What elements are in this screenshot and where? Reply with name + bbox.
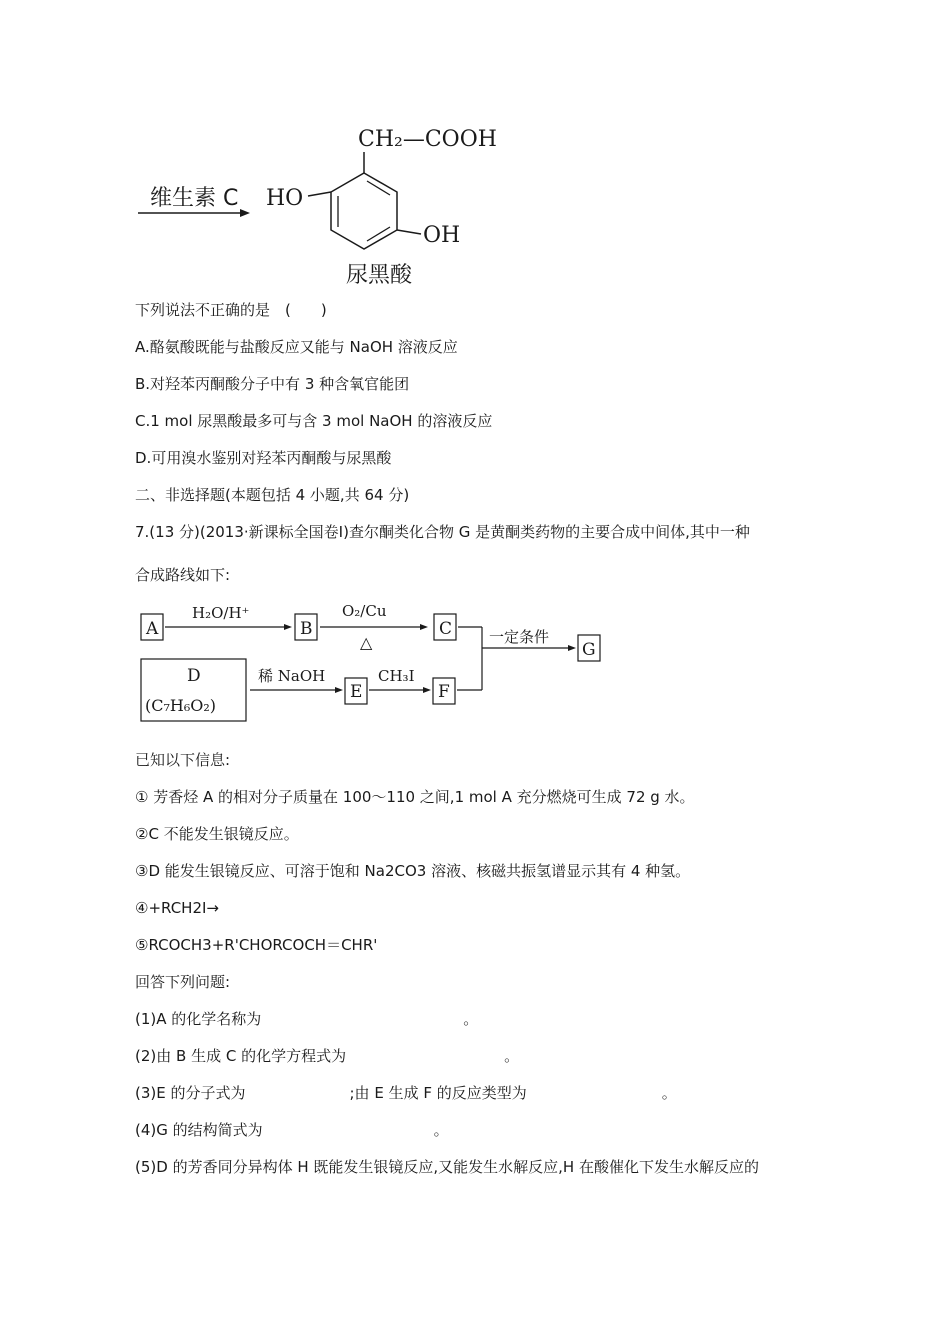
label-e: E	[350, 682, 363, 702]
answer-3	[135, 1083, 677, 1103]
cond-a-b: H₂O/H⁺	[192, 604, 250, 622]
label-b: B	[300, 619, 313, 639]
formula-d: (C₇H₆O₂)	[145, 696, 217, 715]
cond-b-c-heat: △	[360, 633, 373, 652]
known-item-5: ⑤RCOCH3+R'CHORCOCH＝CHR'	[135, 936, 378, 954]
answer-2-period: 。	[504, 1047, 520, 1065]
answer-2-prompt: (2)由 B 生成 C 的化学方程式为	[135, 1047, 347, 1065]
reagent-label: 维生素 C	[150, 186, 239, 211]
answer-4	[135, 1120, 449, 1140]
known-item-4: ④+RCH2I→	[135, 899, 219, 917]
reaction-arrowhead	[240, 209, 250, 217]
homogentisic-acid-structure	[0, 0, 950, 300]
answers-header: 回答下列问题:	[135, 973, 231, 991]
ring-double-bond-2	[367, 227, 390, 241]
known-item-1: ① 芳香烃 A 的相对分子质量在 100～110 之间,1 mol A 充分燃烧可生成 72 g 水。	[135, 788, 695, 806]
sidechain-label: CH₂—COOH	[358, 127, 497, 152]
answer-1-prompt: (1)A 的化学名称为	[135, 1010, 262, 1028]
question-6-stem: 下列说法不正确的是 ( )	[135, 301, 327, 319]
arrowhead-to-g	[568, 645, 576, 651]
ho-label: HO	[266, 186, 304, 211]
oh-label: OH	[423, 223, 461, 248]
option-a: A.酪氨酸既能与盐酸反应又能与 NaOH 溶液反应	[135, 338, 458, 356]
option-d: D.可用溴水鉴别对羟苯丙酮酸与尿黑酸	[135, 449, 392, 467]
arrowhead-b-c	[420, 624, 428, 630]
label-f: F	[438, 682, 450, 702]
label-g: G	[582, 640, 596, 660]
answer-1-period: 。	[463, 1010, 479, 1028]
answer-4-period: 。	[433, 1121, 449, 1139]
answer-3-period: 。	[661, 1084, 677, 1102]
oh-bond	[397, 230, 421, 234]
arrowhead-a-b	[284, 624, 292, 630]
question-7-intro: 7.(13 分)(2013·新课标全国卷Ⅰ)查尔酮类化合物 G 是黄酮类药物的主要合成中间体,其中一种	[135, 523, 750, 541]
known-item-3: ③D 能发生银镜反应、可溶于饱和 Na2CO3 溶液、核磁共振氢谱显示其有 4 种氢。	[135, 862, 691, 880]
answer-4-prompt: (4)G 的结构简式为	[135, 1121, 263, 1139]
option-c: C.1 mol 尿黑酸最多可与含 3 mol NaOH 的溶液反应	[135, 412, 493, 430]
answer-2	[135, 1046, 519, 1066]
cond-e-f: CH₃I	[378, 667, 415, 685]
synthesis-scheme	[0, 596, 950, 726]
ring-double-bond-1	[367, 181, 390, 195]
section-header: 二、非选择题(本题包括 4 小题,共 64 分)	[135, 486, 410, 504]
known-header: 已知以下信息:	[135, 751, 231, 769]
arrowhead-d-e	[335, 687, 343, 693]
label-c: C	[439, 619, 453, 639]
label-a: A	[146, 619, 159, 639]
arrowhead-e-f	[423, 687, 431, 693]
compound-name: 尿黑酸	[346, 263, 413, 288]
ho-bond	[308, 192, 331, 196]
cond-b-c: O₂/Cu	[342, 602, 387, 620]
question-7-intro-cont: 合成路线如下:	[135, 566, 231, 584]
cond-to-g: 一定条件	[489, 628, 550, 646]
benzene-ring	[331, 173, 397, 249]
answer-3-prompt: (3)E 的分子式为	[135, 1084, 246, 1102]
known-item-2: ②C 不能发生银镜反应。	[135, 825, 299, 843]
cond-d-e: 稀 NaOH	[258, 667, 326, 685]
option-b: B.对羟苯丙酮酸分子中有 3 种含氧官能团	[135, 375, 410, 393]
label-d: D	[187, 666, 201, 686]
answer-1	[135, 1009, 478, 1029]
answer-5: (5)D 的芳香同分异构体 H 既能发生银镜反应,又能发生水解反应,H 在酸催化下发生水解反应的	[135, 1158, 759, 1176]
answer-3-prompt-b: ;由 E 生成 F 的反应类型为	[349, 1084, 527, 1102]
